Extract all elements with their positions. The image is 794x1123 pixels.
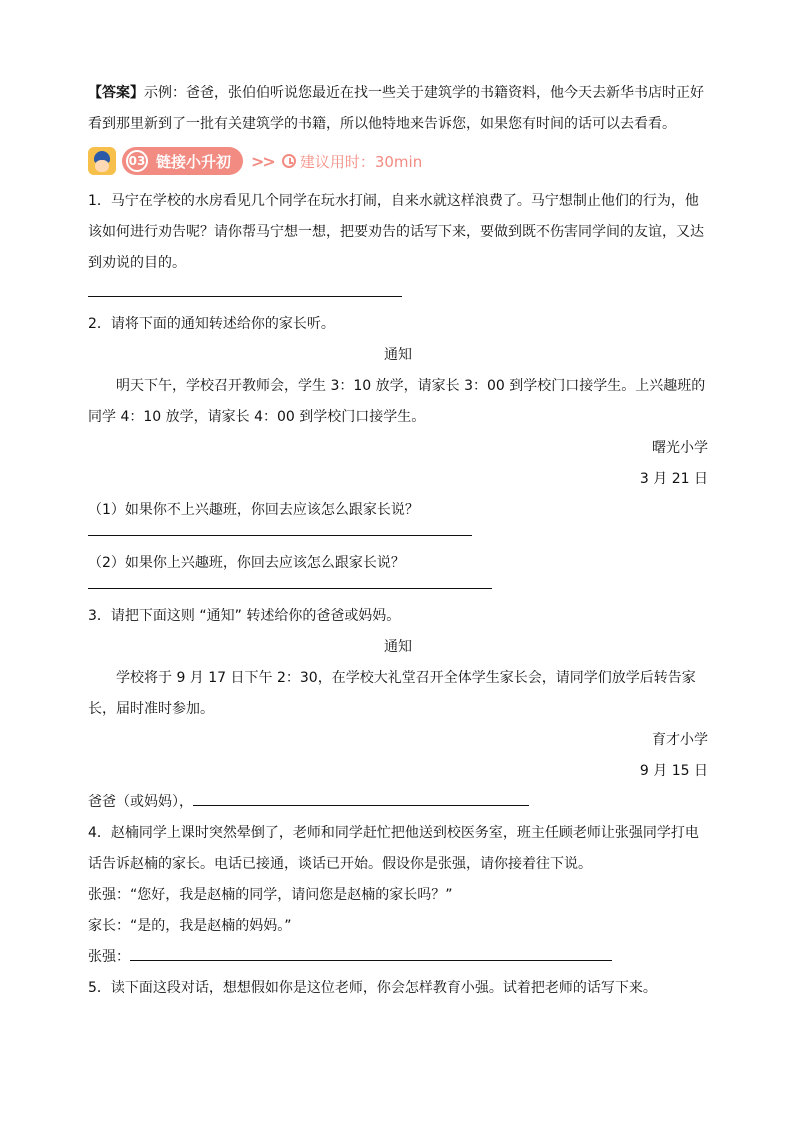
student-icon [88, 147, 116, 175]
question-3-date: 9 月 15 日 [639, 763, 708, 779]
suggested-time: 建议用时：30min [299, 152, 423, 171]
double-chevron-icon: >> [251, 151, 274, 171]
question-1-text: 1．马宁在学校的水房看见几个同学在玩水打闹，自来水就这样浪费了。马宁想制止他们的行为，他该如何进行劝告呢？请你帮马宁想一想，把要劝告的话写下来，要做到既不伤害同学间的友谊，又达到劝说的目的。 [88, 193, 704, 271]
question-4-answer-blank[interactable] [130, 946, 612, 961]
question-2-sub2-answer-line[interactable] [88, 587, 492, 589]
question-2-signature: 曙光小学 [652, 440, 708, 456]
answer-tag: 【答案】 [88, 85, 144, 101]
question-4-line2: 家长：“是的，我是赵楠的妈妈。” [88, 918, 292, 934]
question-3-intro: 3．请把下面这则 “通知” 转述给你的爸爸或妈妈。 [88, 608, 401, 624]
clock-icon [282, 154, 296, 168]
question-2-date: 3 月 21 日 [639, 471, 708, 487]
question-2-intro: 2．请将下面的通知转述给你的家长听。 [88, 316, 335, 332]
question-3-answer-prompt: 爸爸（或妈妈）， [88, 794, 193, 810]
worksheet-page [88, 78, 708, 1004]
question-1-answer-line[interactable] [88, 295, 402, 297]
question-3-answer-blank[interactable] [193, 791, 529, 806]
question-2-sub2: （2）如果你上兴趣班，你回去应该怎么跟家长说？ [88, 555, 405, 571]
question-3-signature: 育才小学 [652, 732, 708, 748]
question-3-notice-body: 学校将于 9 月 17 日下午 2：30，在学校大礼堂召开全体学生家长会，请同学们放学后转告家长，届时准时参加。 [88, 670, 696, 717]
question-4-line1: 张强：“您好，我是赵楠的同学，请问您是赵楠的家长吗？” [88, 887, 453, 903]
question-4-answer-prompt: 张强： [88, 949, 130, 965]
question-2-sub1: （1）如果你不上兴趣班，你回去应该怎么跟家长说？ [88, 502, 419, 518]
question-3-answer-row [88, 787, 708, 818]
section-banner [88, 144, 708, 178]
banner-number: 03 [126, 150, 148, 172]
question-2-notice-body: 明天下午，学校召开教师会，学生 3：10 放学，请家长 3：00 到学校门口接学生。上兴趣班的同学 4：10 放学，请家长 4：00 到学校门口接学生。 [88, 378, 706, 425]
question-4-answer-row [88, 942, 708, 973]
question-2-notice-title: 通知 [384, 347, 412, 363]
banner-title: 链接小升初 [156, 152, 232, 171]
question-2-sub1-answer-line[interactable] [88, 534, 472, 536]
banner-pill [122, 147, 243, 175]
question-3-notice-title: 通知 [384, 639, 412, 655]
question-4-intro: 4．赵楠同学上课时突然晕倒了，老师和同学赶忙把他送到校医务室，班主任顾老师让张强同学打电话告诉赵楠的家长。电话已接通，谈话已开始。假设你是张强，请你接着往下说。 [88, 825, 699, 872]
question-5-intro: 5．读下面这段对话，想想假如你是这位老师，你会怎样教育小强。试着把老师的话写下来。 [88, 980, 657, 996]
answer-paragraph [88, 78, 708, 140]
answer-text: 示例：爸爸，张伯伯听说您最近在找一些关于建筑学的书籍资料，他今天去新华书店时正好看到那里新到了一批有关建筑学的书籍，所以他特地来告诉您，如果您有时间的话可以去看看。 [88, 85, 704, 132]
